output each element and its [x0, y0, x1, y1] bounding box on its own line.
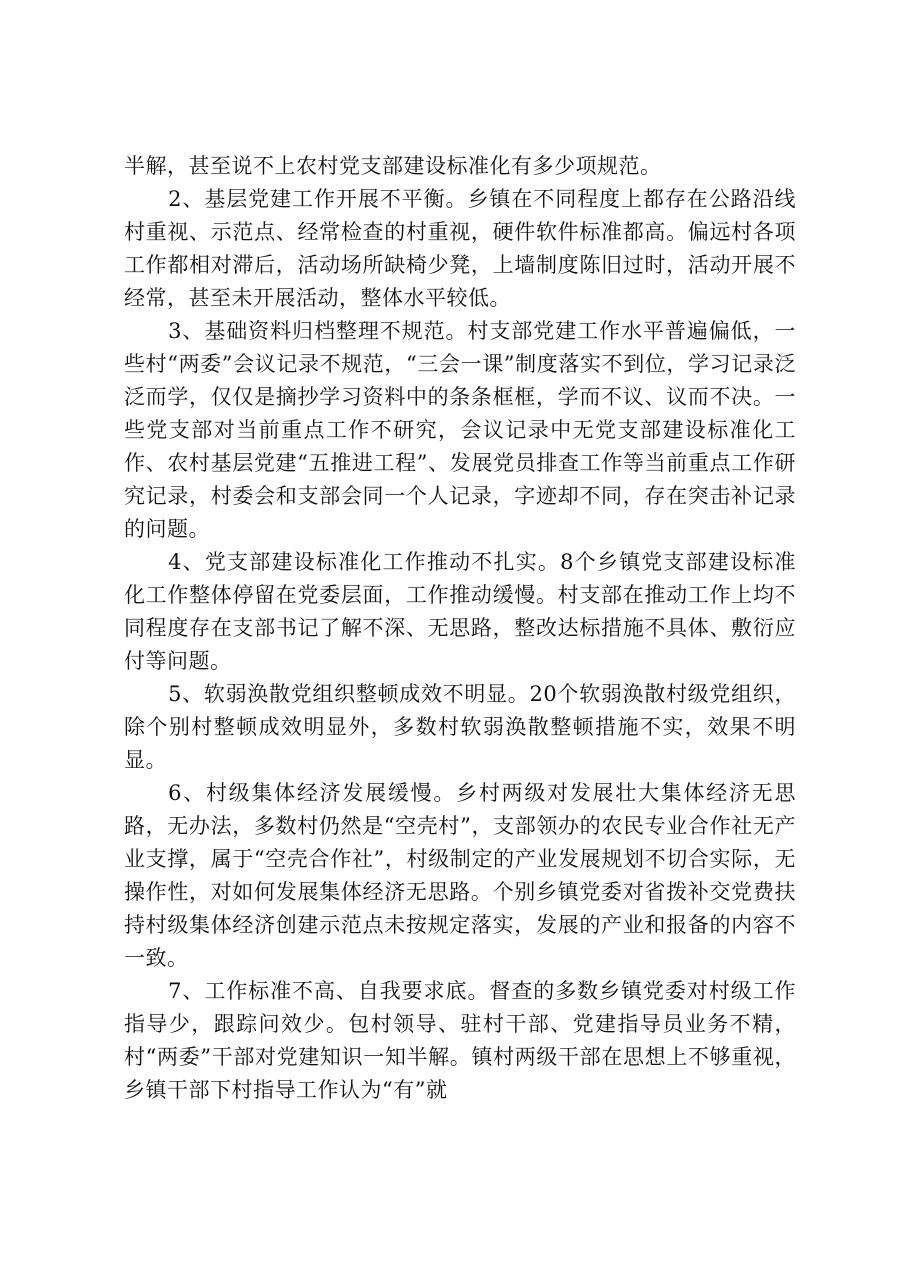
paragraph-item-6: 6、村级集体经济发展缓慢。乡村两级对发展壮大集体经济无思路，无办法，多数村仍然是“空壳村”，支部领办的农民专业合作社无产业支撑，属于“空壳合作社”，村级制定的产业发展规划不切合实际，无操作性，对如何发展集体经济无思路。个别乡镇党委对省拨补交党费扶持村级集体经济创建示范点未按规定落实，发展的产业和报备的内容不一致。	[124, 781, 796, 970]
paragraph-item-3: 3、基础资料归档整理不规范。村支部党建工作水平普遍偏低，一些村“两委”会议记录不规范，“三会一课”制度落实不到位，学习记录泛泛而学，仅仅是摘抄学习资料中的条条框框，学而不议、议而不决。一些党支部对当前重点工作不研究，会议记录中无党支部建设标准化工作、农村基层党建“五推进工程”、发展党员排查工作等当前重点工作研究记录，村委会和支部会同一个人记录，字迹却不同，存在突击补记录的问题。	[124, 319, 796, 541]
paragraph-item-5: 5、软弱涣散党组织整顿成效不明显。20个软弱涣散村级党组织，除个别村整顿成效明显外，多数村软弱涣散整顿措施不实，效果不明显。	[124, 682, 796, 772]
paragraph-item-7: 7、工作标准不高、自我要求底。督查的多数乡镇党委对村级工作指导少，跟踪问效少。包村领导、驻村干部、党建指导员业务不精，村“两委”干部对党建知识一知半解。镇村两级干部在思想上不够重视，乡镇干部下村指导工作认为“有”就	[124, 979, 796, 1102]
paragraph-item-2: 2、基层党建工作开展不平衡。乡镇在不同程度上都存在公路沿线村重视、示范点、经常检查的村重视，硬件软件标准都高。偏远村各项工作都相对滞后，活动场所缺椅少凳，上墙制度陈旧过时，活动开展不经常，甚至未开展活动，整体水平较低。	[124, 187, 796, 310]
paragraph-continuation: 半解，甚至说不上农村党支部建设标准化有多少项规范。	[124, 154, 662, 178]
document-body	[124, 150, 796, 1107]
paragraph-item-4: 4、党支部建设标准化工作推动不扎实。8个乡镇党支部建设标准化工作整体停留在党委层面，工作推动缓慢。村支部在推动工作上均不同程度存在支部书记了解不深、无思路，整改达标措施不具体、敷衍应付等问题。	[124, 550, 796, 673]
